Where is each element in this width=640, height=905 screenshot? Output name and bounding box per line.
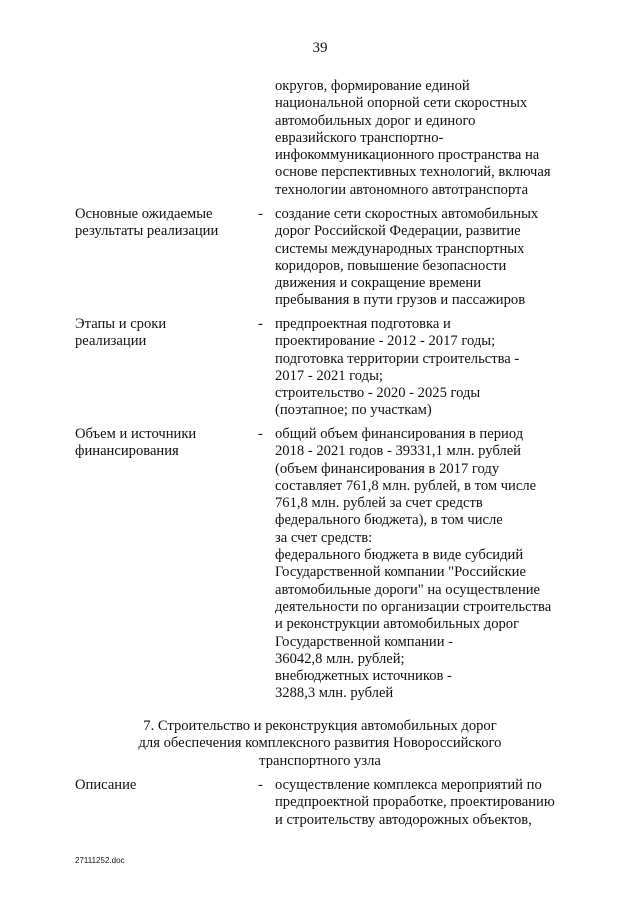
row-label xyxy=(75,777,255,794)
text-line: 761,8 млн. рублей за счет средств xyxy=(275,495,483,512)
file-name-footer: 27111252.doc xyxy=(75,856,125,865)
label-line: Основные ожидаемые xyxy=(75,206,213,222)
text-line: федерального бюджета), в том числе xyxy=(275,512,503,529)
text-line: общий объем финансирования в период xyxy=(275,426,524,442)
text-line: основе перспективных технологий, включая xyxy=(275,164,551,181)
text-line: внебюджетных источников - xyxy=(275,668,452,685)
text-line: 2017 - 2021 годы; xyxy=(275,367,383,384)
text-line: коридоров, повышение безопасности xyxy=(275,257,507,274)
text-line: автомобильных дорог и единого xyxy=(275,112,476,129)
page-number: 39 xyxy=(312,40,328,56)
text-line: движения и сокращение времени xyxy=(275,275,482,292)
row-text xyxy=(275,777,585,829)
text-line: за счет средств: xyxy=(275,529,373,546)
text-line: (поэтапное; по участкам) xyxy=(275,402,432,419)
row-dash: - xyxy=(258,426,263,442)
text-line: подготовка территории строительства - xyxy=(275,350,520,367)
row-text xyxy=(275,316,585,420)
text-line: национальной опорной сети скоростных xyxy=(275,95,528,112)
text-line: осуществление комплекса мероприятий по xyxy=(275,777,542,793)
text-line: 2018 - 2021 годов - 39331,1 млн. рублей xyxy=(275,443,521,460)
label-line: Этапы и сроки xyxy=(75,316,167,332)
section-title-line: 7. Строительство и реконструкция автомобильных дорог xyxy=(143,718,497,734)
label-line: Описание xyxy=(75,777,137,793)
text-line: округов, формирование единой xyxy=(275,78,470,94)
section-title xyxy=(0,718,640,770)
label-line: реализации xyxy=(75,333,147,350)
text-line: и строительству автодорожных объектов, xyxy=(275,811,532,828)
text-line: (объем финансирования в 2017 году xyxy=(275,460,500,477)
row-dash: - xyxy=(258,777,263,793)
row-label xyxy=(75,426,255,461)
text-line: федерального бюджета в виде субсидий xyxy=(275,547,524,564)
text-line: Государственной компании "Российские xyxy=(275,564,526,581)
label-line: Объем и источники xyxy=(75,426,197,442)
text-line: предпроектной проработке, проектированию xyxy=(275,794,555,811)
text-line: строительство - 2020 - 2025 годы xyxy=(275,385,481,402)
text-line: инфокоммуникационного пространства на xyxy=(275,147,540,164)
label-line: результаты реализации xyxy=(75,223,219,240)
row-dash: - xyxy=(258,206,263,222)
text-line: евразийского транспортно- xyxy=(275,129,444,146)
row-text xyxy=(275,426,585,703)
row-text xyxy=(275,206,585,310)
text-line: проектирование - 2012 - 2017 годы; xyxy=(275,333,496,350)
section-title-line: для обеспечения комплексного развития Новороссийского xyxy=(138,735,502,752)
label-line: финансирования xyxy=(75,443,179,460)
row-label xyxy=(75,316,255,351)
text-line: и реконструкции автомобильных дорог xyxy=(275,616,520,633)
continuation-text xyxy=(275,78,585,199)
text-line: создание сети скоростных автомобильных xyxy=(275,206,539,222)
text-line: пребывания в пути грузов и пассажиров xyxy=(275,292,526,309)
row-dash: - xyxy=(258,316,263,332)
text-line: автомобильные дороги" на осуществление xyxy=(275,581,541,598)
text-line: деятельности по организации строительства xyxy=(275,598,552,615)
text-line: 36042,8 млн. рублей; xyxy=(275,650,405,667)
text-line: технологии автономного автотранспорта xyxy=(275,181,529,198)
text-line: предпроектная подготовка и xyxy=(275,316,451,332)
text-line: Государственной компании - xyxy=(275,633,454,650)
section-title-line: транспортного узла xyxy=(259,752,381,769)
text-line: дорог Российской Федерации, развитие xyxy=(275,223,521,240)
text-line: 3288,3 млн. рублей xyxy=(275,685,394,702)
text-line: системы международных транспортных xyxy=(275,240,525,257)
text-line: составляет 761,8 млн. рублей, в том числе xyxy=(275,477,537,494)
row-label xyxy=(75,206,255,241)
